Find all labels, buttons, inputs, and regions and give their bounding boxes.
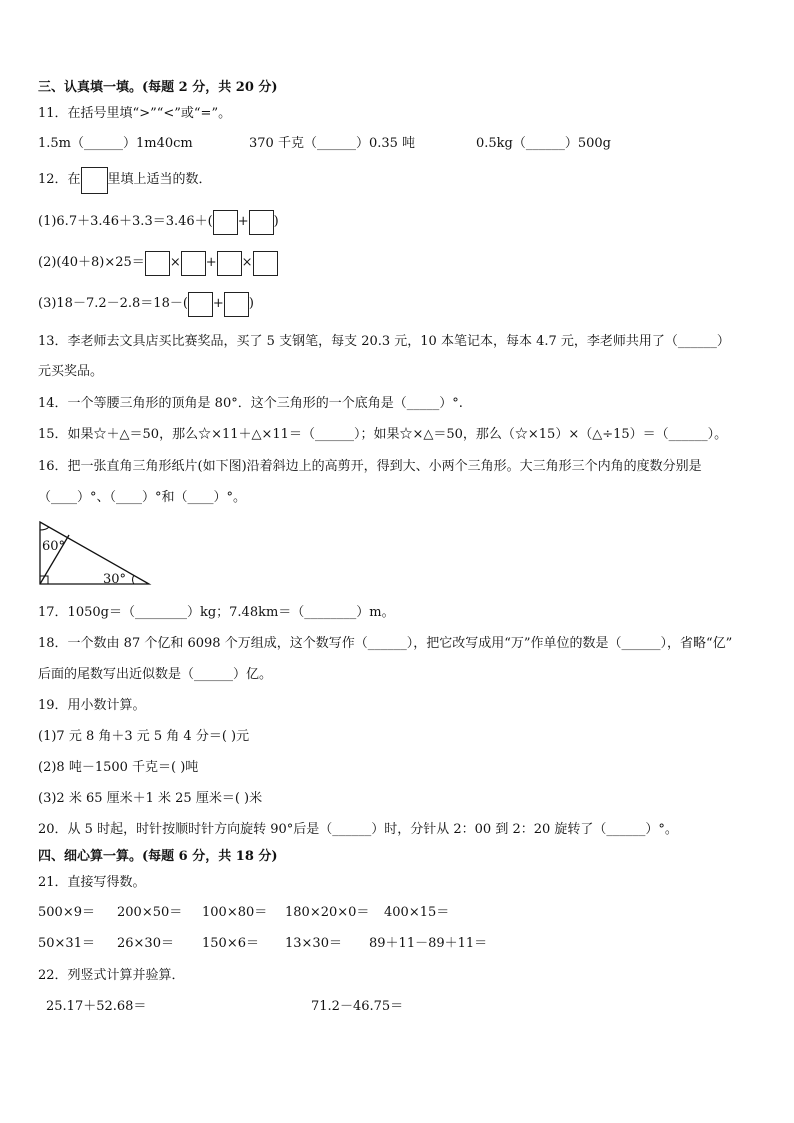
- q19-part-3: (3)2 米 65 厘米＋1 米 25 厘米＝( )米: [38, 791, 263, 806]
- question-12-stem: [38, 166, 212, 194]
- q19-part-1: (1)7 元 8 角＋3 元 5 角 4 分＝( )元: [38, 729, 250, 744]
- q12-p2-expression: (2)(40＋8)×25＝: [38, 255, 145, 270]
- q12-p1-close: ): [273, 214, 279, 229]
- answer-box[interactable]: [181, 251, 206, 276]
- q21-r2-item: 26×30＝: [117, 936, 174, 951]
- q21-r1-item: 500×9＝: [38, 905, 95, 920]
- question-17: 17．1050g＝（________）kg；7.48km＝（________）m。: [38, 605, 395, 620]
- question-14: 14．一个等腰三角形的顶角是 80°．这个三角形的一个底角是（_____）°.: [38, 396, 463, 411]
- angle-label-30: 30°: [103, 572, 127, 587]
- question-18-line-1: 18．一个数由 87 个亿和 6098 个万组成，这个数写作（______），把它改写成用“万”作单位的数是（______），省略“亿”: [38, 636, 733, 651]
- q12-p3-close: ): [248, 296, 254, 311]
- question-19-stem: 19．用小数计算。: [38, 698, 146, 713]
- right-triangle-figure: [36, 518, 156, 588]
- q21-r2-item: 50×31＝: [38, 936, 95, 951]
- q12-p3-expression: (3)18－7.2－2.8＝18－(: [38, 296, 188, 311]
- question-15: 15．如果☆＋△＝50，那么☆×11＋△×11＝（______）；如果☆×△＝50，那么（☆×15）×（△÷15）＝（______）。: [38, 427, 728, 442]
- question-13-line-2: 元买奖品。: [38, 364, 104, 379]
- q21-r1-item: 180×20×0＝: [285, 905, 370, 920]
- question-18-line-2: 后面的尾数写出近似数是（______）亿。: [38, 667, 273, 682]
- answer-box[interactable]: [253, 251, 278, 276]
- q21-r1-item: 400×15＝: [384, 905, 450, 920]
- top-angle-arc: [40, 527, 49, 530]
- answer-box[interactable]: [188, 292, 213, 317]
- q21-r2-item: 13×30＝: [285, 936, 342, 951]
- q12-p2-operator-2: +: [205, 255, 217, 270]
- section-heading: 三、认真填一填。(每题 2 分，共 20 分): [38, 80, 278, 95]
- q12-p3-operator: +: [212, 296, 224, 311]
- answer-box[interactable]: [224, 292, 249, 317]
- q22-item-a: 25.17＋52.68＝: [46, 999, 147, 1014]
- q12-part-3: [38, 290, 254, 318]
- q12-p2-operator-3: ×: [241, 255, 253, 270]
- question-16-line-2: （____）°、（____）°和（____）°。: [38, 490, 247, 505]
- q12-p1-operator: +: [237, 214, 249, 229]
- q12-part-2: [38, 249, 278, 277]
- q12-p1-expression: (1)6.7＋3.46＋3.3＝3.46＋(: [38, 214, 213, 229]
- q19-part-2: (2)8 吨－1500 千克＝( )吨: [38, 760, 199, 775]
- q12-p2-operator-1: ×: [169, 255, 181, 270]
- answer-box[interactable]: [249, 210, 274, 235]
- right-angle-arc: [133, 575, 135, 584]
- q12-stem-suffix: 里填上适当的数．: [107, 172, 212, 187]
- q21-r2-item: 150×6＝: [202, 936, 259, 951]
- section-heading: 四、细心算一算。(每题 6 分，共 18 分): [38, 849, 278, 864]
- answer-box[interactable]: [145, 251, 170, 276]
- question-22-stem: 22．列竖式计算并验算．: [38, 968, 185, 983]
- question-13-line-1: 13．李老师去文具店买比赛奖品，买了 5 支钢笔，每支 20.3 元，10 本笔记本，每本 4.7 元，李老师共用了（______）: [38, 334, 730, 349]
- angle-label-60: 60°: [42, 539, 66, 554]
- question-16-line-1: 16．把一张直角三角形纸片(如下图)沿着斜边上的高剪开，得到大、小两个三角形。大三角形三个内角的度数分别是: [38, 459, 702, 474]
- question-11-stem: 11．在括号里填“>”“<”或“=”。: [38, 106, 232, 121]
- answer-box[interactable]: [217, 251, 242, 276]
- q11-item-a: 1.5m（______）1m40cm: [38, 136, 193, 151]
- q11-item-b: 370 千克（______）0.35 吨: [249, 136, 416, 151]
- answer-box: [81, 167, 108, 194]
- q21-r1-item: 200×50＝: [117, 905, 183, 920]
- question-21-stem: 21．直接写得数。: [38, 875, 146, 890]
- q22-item-b: 71.2－46.75＝: [311, 999, 404, 1014]
- q21-r1-item: 100×80＝: [202, 905, 268, 920]
- question-20: 20．从 5 时起，时针按顺时针方向旋转 90°后是（______）时，分针从 2：00 到 2：20 旋转了（______）°。: [38, 822, 678, 837]
- answer-box[interactable]: [213, 210, 238, 235]
- q12-stem-prefix: 12．在: [38, 172, 81, 187]
- q21-r2-item: 89＋11－89＋11＝: [369, 936, 488, 951]
- q12-part-1: [38, 208, 279, 236]
- q11-item-c: 0.5kg（______）500g: [476, 136, 612, 151]
